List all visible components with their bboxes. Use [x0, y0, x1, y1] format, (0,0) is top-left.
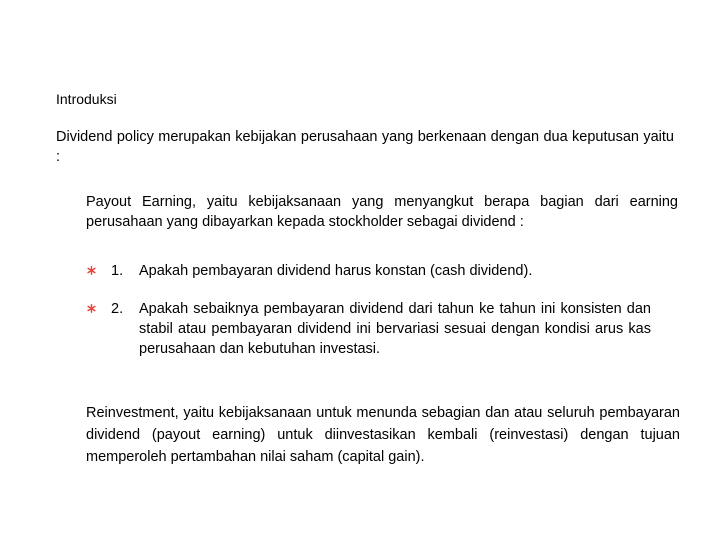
reinvestment-paragraph: Reinvestment, yaitu kebijaksanaan untuk menunda sebagian dan atau seluruh pembayaran dividend (payout earning) untuk diinvestasikan kembali (reinvestasi) dengan tujuan memperoleh pertambahan nilai saham (capital gain). — [86, 405, 680, 465]
list-item-text: Apakah pembayaran dividend harus konstan (cash dividend). — [139, 263, 533, 279]
list-item-text: Apakah sebaiknya pembayaran dividend dari tahun ke tahun ini konsisten dan stabil atau pembayaran dividend ini bervariasi sesuai dengan kondisi arus kas perusahaan dan kebutuhan investasi. — [139, 301, 651, 357]
section-heading: Introduksi — [56, 91, 117, 107]
intro-paragraph: Dividend policy merupakan kebijakan perusahaan yang berkenaan dengan dua keputusan yaitu : — [56, 129, 674, 165]
list-item-number: 1. — [111, 263, 124, 279]
payout-earning-paragraph: Payout Earning, yaitu kebijaksanaan yang menyangkut berapa bagian dari earning perusahaan yang dibayarkan kepada stockholder sebagai dividend : — [86, 194, 678, 230]
asterisk-bullet-icon — [87, 304, 96, 313]
list-item-number: 2. — [111, 301, 124, 317]
asterisk-bullet-icon — [87, 266, 96, 275]
